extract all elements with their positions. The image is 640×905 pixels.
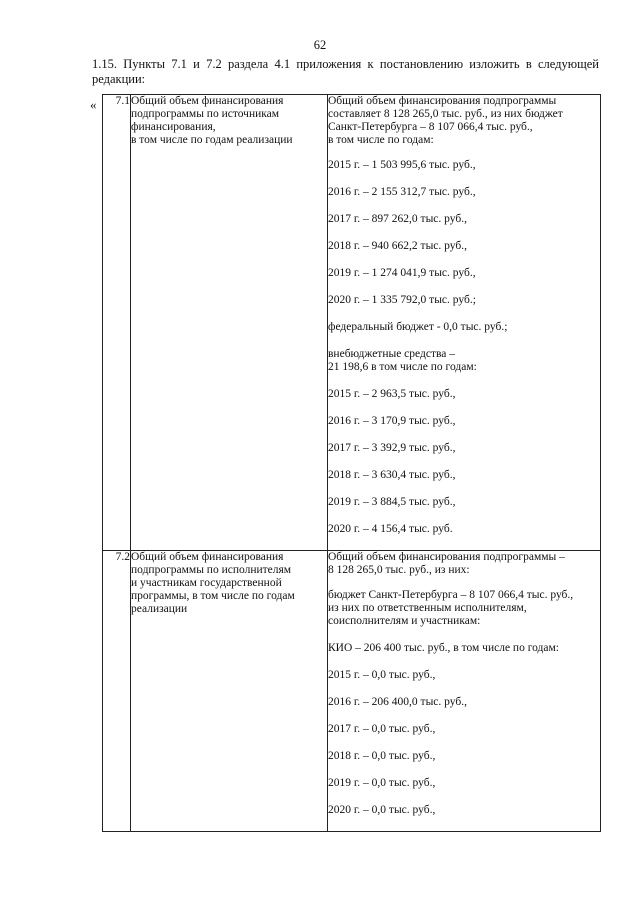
description-paragraph [328, 496, 600, 509]
description-line: 2016 г. – 2 155 312,7 тыс. руб., [328, 186, 476, 198]
label-line: программы, в том числе по годам [131, 590, 295, 602]
label-line: в том числе по годам реализации [131, 134, 293, 146]
financing-table [102, 94, 601, 832]
description-paragraph [328, 469, 600, 482]
description-paragraph [328, 186, 600, 199]
description-line: 2015 г. – 0,0 тыс. руб., [328, 669, 436, 681]
description-paragraph [328, 589, 600, 628]
intro-paragraph: 1.15. Пункты 7.1 и 7.2 раздела 4.1 приложения к постановлению изложить в следующей редакции: [92, 57, 599, 86]
page-number: 62 [313, 38, 327, 52]
description-paragraph [328, 777, 600, 790]
opening-quote: « [90, 97, 97, 112]
description-paragraph [328, 95, 600, 147]
label-line: подпрограммы по исполнителям [131, 564, 292, 576]
description-line: 2019 г. – 3 884,5 тыс. руб., [328, 496, 456, 508]
description-line: 8 128 265,0 тыс. руб., из них: [328, 564, 470, 576]
label-line: Общий объем финансирования [131, 551, 284, 563]
description-line: 2015 г. – 1 503 995,6 тыс. руб., [328, 159, 476, 171]
description-line: 2020 г. – 1 335 792,0 тыс. руб.; [328, 294, 476, 306]
description-paragraph [328, 267, 600, 280]
description-line: 2016 г. – 3 170,9 тыс. руб., [328, 415, 456, 427]
description-line: Общий объем финансирования подпрограммы [328, 95, 557, 107]
description-paragraph [328, 642, 600, 655]
description-line: внебюджетные средства – [328, 348, 455, 360]
label-line: подпрограммы по источникам [131, 108, 280, 120]
description-line: 2019 г. – 1 274 041,9 тыс. руб., [328, 267, 476, 279]
description-paragraph [328, 213, 600, 226]
row-label [131, 551, 328, 832]
description-line: соисполнителям и участникам: [328, 615, 481, 627]
description-line: 2018 г. – 0,0 тыс. руб., [328, 750, 436, 762]
description-line: 2018 г. – 3 630,4 тыс. руб., [328, 469, 456, 481]
description-line: Санкт-Петербурга – 8 107 066,4 тыс. руб., [328, 121, 533, 133]
description-paragraph [328, 551, 600, 577]
description-line: из них по ответственным исполнителям, [328, 602, 527, 614]
description-paragraph [328, 159, 600, 172]
description-line: 2019 г. – 0,0 тыс. руб., [328, 777, 436, 789]
description-line: 2017 г. – 0,0 тыс. руб., [328, 723, 436, 735]
row-label [131, 95, 328, 551]
description-paragraph [328, 388, 600, 401]
row-description [328, 95, 601, 551]
table-row [103, 551, 601, 832]
description-line: 2017 г. – 3 392,9 тыс. руб., [328, 442, 456, 454]
description-paragraph [328, 750, 600, 763]
description-line: 2016 г. – 206 400,0 тыс. руб., [328, 696, 467, 708]
description-line: 2020 г. – 0,0 тыс. руб., [328, 804, 436, 816]
description-paragraph [328, 348, 600, 374]
description-paragraph [328, 523, 600, 536]
description-line: 2020 г. – 4 156,4 тыс. руб. [328, 523, 453, 535]
description-line: 21 198,6 в том числе по годам: [328, 361, 477, 373]
description-line: 2018 г. – 940 662,2 тыс. руб., [328, 240, 467, 252]
description-paragraph [328, 723, 600, 736]
row-number: 7.2 [103, 551, 131, 832]
label-line: финансирования, [131, 121, 216, 133]
label-line: и участникам государственной [131, 577, 282, 589]
description-paragraph [328, 442, 600, 455]
row-description [328, 551, 601, 832]
description-line: федеральный бюджет - 0,0 тыс. руб.; [328, 321, 508, 333]
description-paragraph [328, 321, 600, 334]
description-line: КИО – 206 400 тыс. руб., в том числе по годам: [328, 642, 559, 654]
description-line: бюджет Санкт-Петербурга – 8 107 066,4 тыс. руб., [328, 589, 574, 601]
label-line: Общий объем финансирования [131, 95, 284, 107]
description-paragraph [328, 696, 600, 709]
description-line: составляет 8 128 265,0 тыс. руб., из них бюджет [328, 108, 563, 120]
row-number: 7.1 [103, 95, 131, 551]
description-paragraph [328, 415, 600, 428]
description-paragraph [328, 804, 600, 817]
description-paragraph [328, 240, 600, 253]
description-paragraph [328, 669, 600, 682]
description-line: в том числе по годам: [328, 134, 434, 146]
description-line: 2015 г. – 2 963,5 тыс. руб., [328, 388, 456, 400]
description-paragraph [328, 294, 600, 307]
table-row [103, 95, 601, 551]
label-line: реализации [131, 603, 188, 615]
description-line: Общий объем финансирования подпрограммы – [328, 551, 565, 563]
description-line: 2017 г. – 897 262,0 тыс. руб., [328, 213, 467, 225]
